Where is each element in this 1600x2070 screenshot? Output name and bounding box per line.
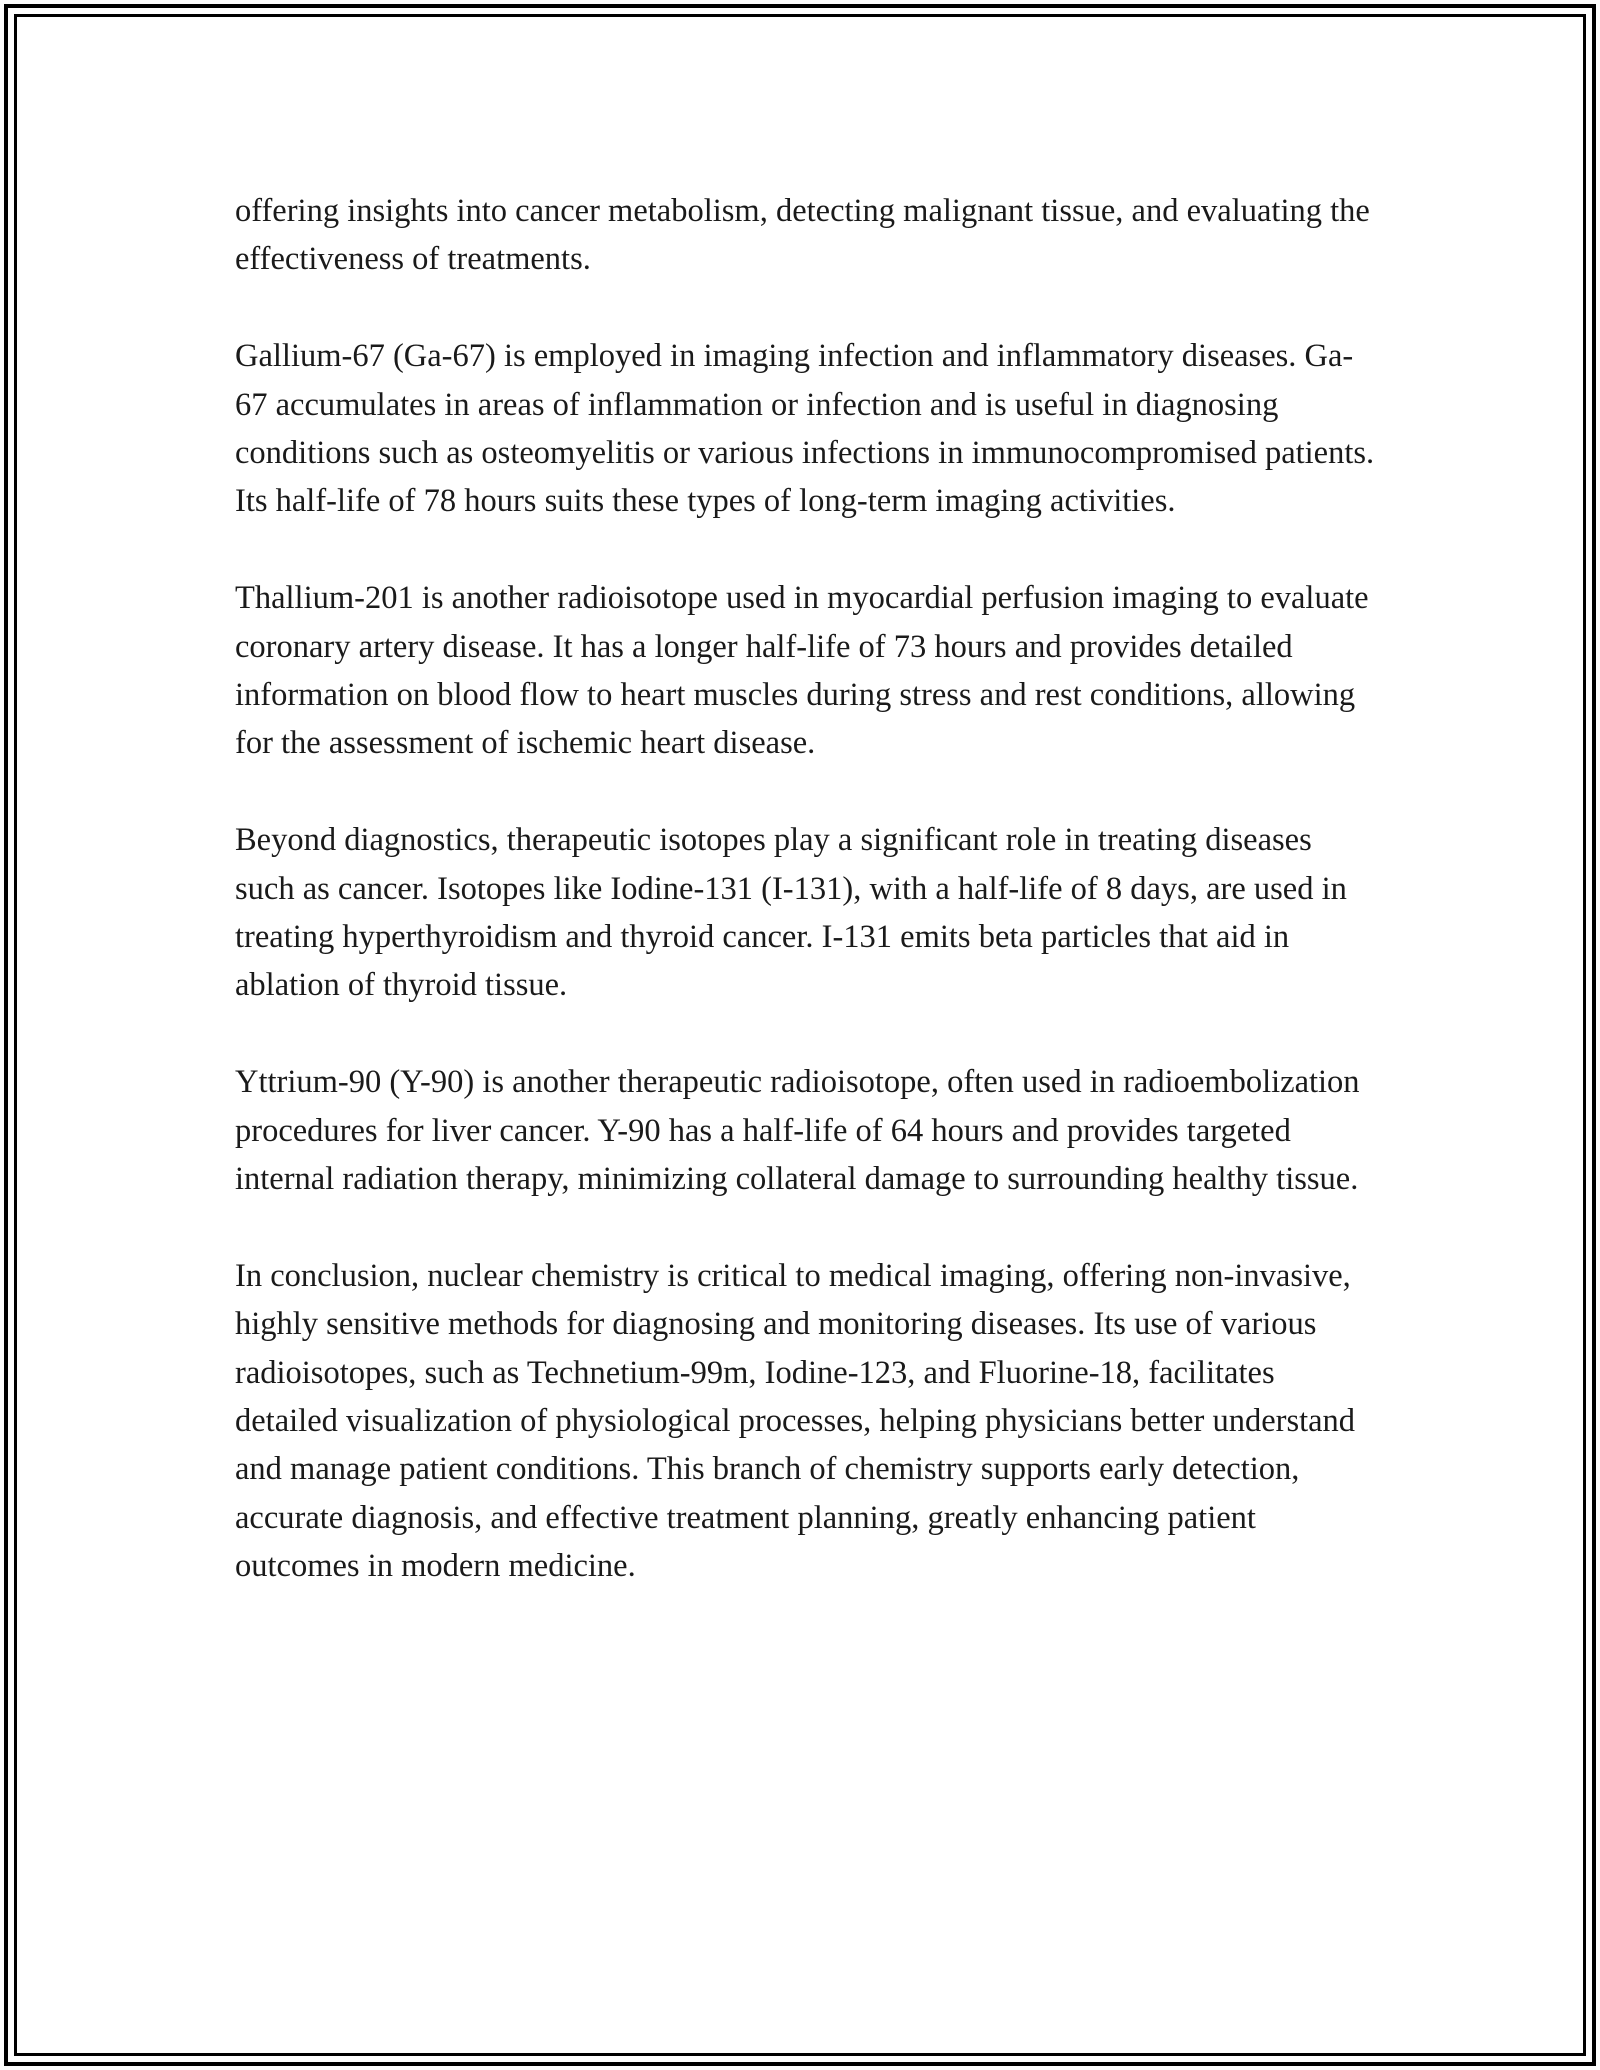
paragraph-conclusion: In conclusion, nuclear chemistry is critical to medical imaging, offering non-invasive, highly sensitive methods for diagnosing and monitoring diseases. Its use of various radioisotopes, such as Technetium-99m, Iodine-123, and Fluorine-18, facilitates detailed visualization of physiological processes, helping physicians better understand and manage patient conditions. This branch of chemistry supports early detection, accurate diagnosis, and effective treatment planning, greatly enhancing patient outcomes in modern medicine.	[235, 1257, 1356, 1585]
paragraph-yttrium-90: Yttrium-90 (Y-90) is another therapeutic radioisotope, often used in radioembolization procedures for liver cancer. Y-90 has a half-life of 64 hours and provides targeted internal radiation therapy, minimizing collateral damage to surrounding healthy tissue.	[235, 1064, 1360, 1198]
paragraph-gallium-67: Gallium-67 (Ga-67) is employed in imaging infection and inflammatory diseases. Ga-67 accumulates in areas of inflammation or infection and is useful in diagnosing conditions such as osteomyelitis or various infections in immunocompromised patients. Its half-life of 78 hours suits these types of long-term imaging activities.	[235, 338, 1375, 520]
document-body	[235, 187, 1375, 1591]
paragraph-therapeutic-iodine-131: Beyond diagnostics, therapeutic isotopes play a significant role in treating diseases such as cancer. Isotopes like Iodine-131 (I-131), with a half-life of 8 days, are used in treating hyperthyroidism and thyroid cancer. I-131 emits beta particles that aid in ablation of thyroid tissue.	[235, 822, 1347, 1004]
paragraph-fdg-continuation: offering insights into cancer metabolism, detecting malignant tissue, and evaluating the effectiveness of treatments.	[235, 193, 1370, 278]
paragraph-thallium-201: Thallium-201 is another radioisotope used in myocardial perfusion imaging to evaluate coronary artery disease. It has a longer half-life of 73 hours and provides detailed information on blood flow to heart muscles during stress and rest conditions, allowing for the assessment of ischemic heart disease.	[235, 580, 1369, 762]
